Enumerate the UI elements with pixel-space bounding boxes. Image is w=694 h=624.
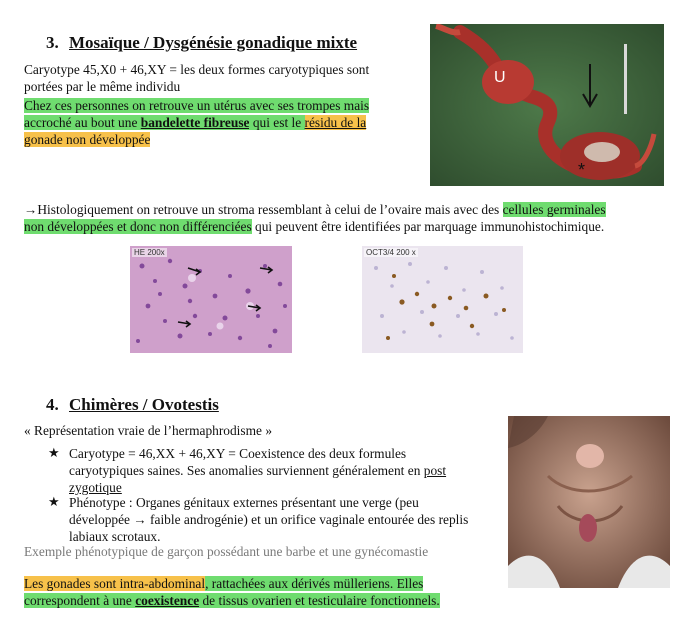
post-text: post <box>423 463 447 478</box>
he-micrograph <box>130 246 292 353</box>
caryotype-line-2: portées par le même individu <box>24 79 181 94</box>
gonads-line-1-green: , rattachées aux dérivés mülleriens. Elles <box>205 576 424 591</box>
section-3-title: Mosaïque / Dysgénésie gonadique mixte <box>69 33 358 52</box>
oct34-micrograph <box>362 246 523 353</box>
uterus-line-2-b: qui est le <box>249 115 305 130</box>
non-differenciees: non développées et donc non différenciées <box>24 219 252 234</box>
uterus-paragraph <box>24 97 404 148</box>
section-4-number: 4. <box>46 395 59 414</box>
clinical-photo <box>508 416 670 588</box>
gonads-intra-abdominal: Les gonades sont intra-abdominal <box>24 576 206 591</box>
label-star: * <box>578 160 586 180</box>
histology-paragraph <box>24 201 606 235</box>
phenotype-bullet <box>69 494 468 545</box>
clinical-illustration <box>508 416 670 588</box>
oct34-caption: OCT3/4 200 x <box>366 248 416 257</box>
b1-line-2: caryotypiques saines. Ses anomalies surviennent généralement en <box>69 463 424 478</box>
b2-line-1: Phénotype : Organes génitaux externes présentant une verge (peu <box>69 495 419 510</box>
gonads-paragraph <box>24 575 440 609</box>
gonade-non-developpee: gonade non développée <box>24 132 151 147</box>
hermaphrodism-quote: « Représentation vraie de l’hermaphrodisme » <box>24 423 273 438</box>
histo-line-1-a: →Histologiquement on retrouve un stroma ressemblant à celui de l’ovaire mais avec des <box>24 202 503 217</box>
cellules-germinales: cellules germinales <box>502 202 606 217</box>
specimen-illustration <box>430 24 664 186</box>
b1-line-1: Caryotype = 46,XX + 46,XY = Coexistence des deux formules <box>69 446 407 461</box>
zygotique-text: zygotique <box>69 480 122 495</box>
uterus-line-1: Chez ces personnes on retrouve un utérus avec ses trompes mais <box>24 98 370 113</box>
oct34-stain-illustration <box>362 246 523 353</box>
label-u: U <box>494 69 506 86</box>
coexistence-text: coexistence <box>135 593 200 608</box>
section-3-heading <box>46 33 357 53</box>
bullet-star-2: ★ <box>48 494 60 509</box>
caryotype-bullet <box>69 445 446 496</box>
gonads-line-2-b: de tissus ovarien et testiculaire fonctionnels. <box>199 593 440 608</box>
bullet-star-1: ★ <box>48 445 60 460</box>
bandelette-fibreuse: bandelette fibreuse <box>140 115 250 130</box>
gonads-line-2-a: correspondent à une <box>24 593 136 608</box>
he-caption: HE 200x <box>134 248 165 257</box>
caryotype-paragraph <box>24 61 369 95</box>
residu-text: résidu de la <box>304 115 367 130</box>
b2-line-3: labiaux scrotaux. <box>69 529 161 544</box>
histo-line-2-b: qui peuvent être identifiées par marquage immunohistochimique. <box>251 219 605 234</box>
caryotype-line-1: Caryotype 45,X0 + 46,XY = les deux formes caryotypiques sont <box>24 62 370 77</box>
section-3-number: 3. <box>46 33 59 52</box>
section-4-title: Chimères / Ovotestis <box>69 395 219 414</box>
gonad-specimen-photo <box>430 24 664 186</box>
b2-line-2: développée → faible androgénie) et un orifice vaginale entourée des replis <box>69 512 469 527</box>
he-stain-illustration <box>130 246 292 353</box>
example-text: Exemple phénotypique de garçon possédant une barbe et une gynécomastie <box>24 544 429 559</box>
uterus-line-2-a: accroché au bout une <box>24 115 141 130</box>
section-4-heading <box>46 395 219 415</box>
